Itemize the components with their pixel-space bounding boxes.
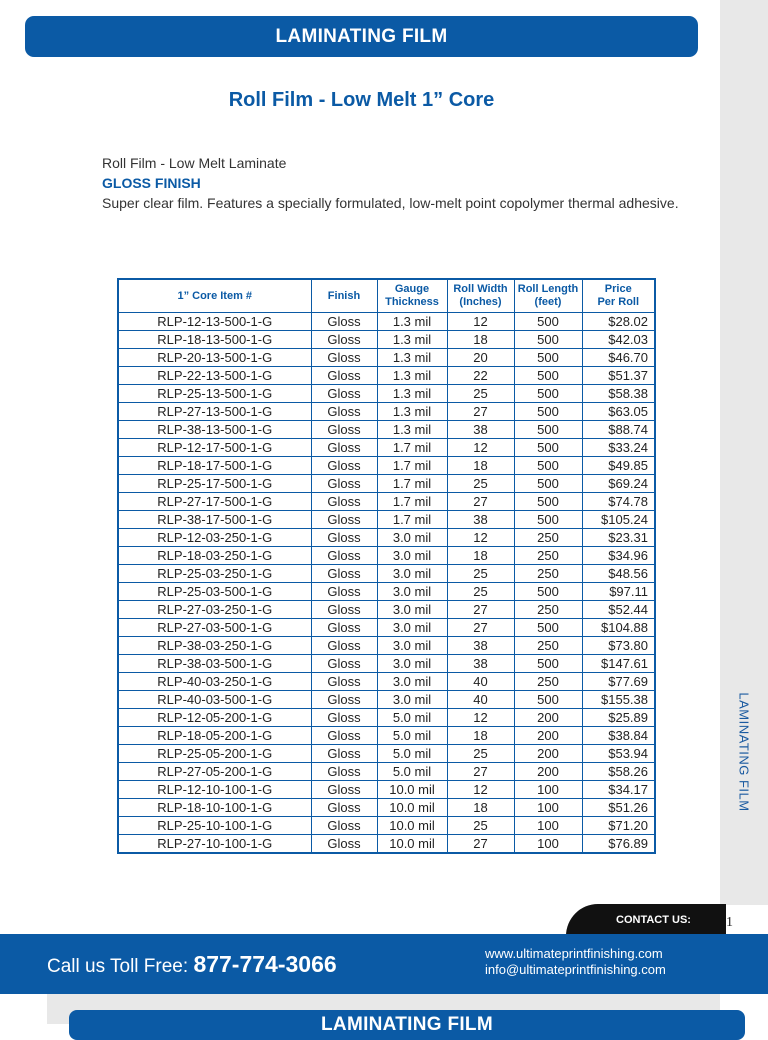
table-cell: Gloss: [311, 385, 377, 403]
table-cell: RLP-25-13-500-1-G: [118, 385, 311, 403]
table-cell: 500: [514, 313, 582, 331]
table-cell: $51.26: [582, 799, 655, 817]
table-cell: Gloss: [311, 673, 377, 691]
table-cell: 3.0 mil: [377, 583, 447, 601]
table-row: [118, 655, 655, 673]
table-cell: RLP-12-03-250-1-G: [118, 529, 311, 547]
table-cell: 27: [447, 619, 514, 637]
contact-us-tab: [566, 904, 726, 936]
table-cell: 500: [514, 457, 582, 475]
table-cell: 3.0 mil: [377, 637, 447, 655]
table-row: [118, 547, 655, 565]
page-number: 1: [726, 915, 733, 930]
table-cell: 18: [447, 331, 514, 349]
table-cell: $51.37: [582, 367, 655, 385]
table-cell: $34.17: [582, 781, 655, 799]
table-cell: RLP-27-03-250-1-G: [118, 601, 311, 619]
table-row: [118, 817, 655, 835]
table-cell: 3.0 mil: [377, 601, 447, 619]
table-cell: 250: [514, 673, 582, 691]
table-cell: $42.03: [582, 331, 655, 349]
table-cell: $58.38: [582, 385, 655, 403]
table-cell: Gloss: [311, 511, 377, 529]
table-cell: RLP-18-13-500-1-G: [118, 331, 311, 349]
table-cell: Gloss: [311, 367, 377, 385]
column-header: Finish: [311, 279, 377, 313]
table-cell: RLP-25-03-250-1-G: [118, 565, 311, 583]
table-row: [118, 637, 655, 655]
table-row: [118, 421, 655, 439]
table-cell: Gloss: [311, 493, 377, 511]
table-cell: Gloss: [311, 691, 377, 709]
table-cell: RLP-25-05-200-1-G: [118, 745, 311, 763]
price-table: [117, 278, 656, 854]
table-cell: 3.0 mil: [377, 691, 447, 709]
table-row: [118, 691, 655, 709]
table-row: [118, 565, 655, 583]
table-cell: 27: [447, 403, 514, 421]
table-cell: RLP-25-10-100-1-G: [118, 817, 311, 835]
table-cell: Gloss: [311, 601, 377, 619]
table-cell: 25: [447, 385, 514, 403]
table-row: [118, 601, 655, 619]
table-cell: 1.3 mil: [377, 313, 447, 331]
table-cell: 500: [514, 493, 582, 511]
table-cell: 200: [514, 763, 582, 781]
table-cell: 12: [447, 529, 514, 547]
product-description: Super clear film. Features a specially formulated, low-melt point copolymer thermal adhesive.: [102, 195, 679, 211]
table-row: [118, 385, 655, 403]
table-cell: RLP-22-13-500-1-G: [118, 367, 311, 385]
table-cell: Gloss: [311, 565, 377, 583]
table-cell: $97.11: [582, 583, 655, 601]
column-header: Roll Length (feet): [514, 279, 582, 313]
table-row: [118, 529, 655, 547]
table-cell: RLP-38-13-500-1-G: [118, 421, 311, 439]
table-cell: 500: [514, 475, 582, 493]
table-cell: 1.3 mil: [377, 331, 447, 349]
table-cell: RLP-12-10-100-1-G: [118, 781, 311, 799]
table-cell: Gloss: [311, 799, 377, 817]
table-cell: 5.0 mil: [377, 763, 447, 781]
table-cell: 1.3 mil: [377, 385, 447, 403]
table-cell: 10.0 mil: [377, 835, 447, 854]
table-row: [118, 439, 655, 457]
column-header: Price Per Roll: [582, 279, 655, 313]
table-cell: $74.78: [582, 493, 655, 511]
table-cell: 12: [447, 709, 514, 727]
table-cell: RLP-18-17-500-1-G: [118, 457, 311, 475]
table-cell: Gloss: [311, 763, 377, 781]
table-cell: 27: [447, 493, 514, 511]
table-cell: 1.3 mil: [377, 349, 447, 367]
side-section-label: LAMINATING FILM: [736, 692, 752, 812]
table-cell: 500: [514, 655, 582, 673]
table-row: [118, 367, 655, 385]
column-header: Roll Width (Inches): [447, 279, 514, 313]
table-cell: 500: [514, 403, 582, 421]
table-cell: 18: [447, 799, 514, 817]
table-cell: 12: [447, 439, 514, 457]
table-cell: 500: [514, 385, 582, 403]
table-cell: 1.7 mil: [377, 457, 447, 475]
footer-bar: [0, 934, 768, 994]
table-cell: Gloss: [311, 835, 377, 854]
table-cell: Gloss: [311, 475, 377, 493]
table-cell: 1.7 mil: [377, 493, 447, 511]
table-cell: 5.0 mil: [377, 727, 447, 745]
table-row: [118, 475, 655, 493]
table-cell: 40: [447, 691, 514, 709]
table-cell: 500: [514, 349, 582, 367]
table-cell: 27: [447, 601, 514, 619]
table-row: [118, 403, 655, 421]
table-cell: Gloss: [311, 727, 377, 745]
table-cell: 250: [514, 601, 582, 619]
table-cell: RLP-20-13-500-1-G: [118, 349, 311, 367]
table-cell: Gloss: [311, 349, 377, 367]
table-cell: Gloss: [311, 781, 377, 799]
table-cell: $155.38: [582, 691, 655, 709]
table-row: [118, 745, 655, 763]
table-cell: $28.02: [582, 313, 655, 331]
table-cell: 12: [447, 781, 514, 799]
product-intro: [102, 153, 712, 213]
table-cell: 20: [447, 349, 514, 367]
table-cell: Gloss: [311, 745, 377, 763]
table-cell: RLP-40-03-250-1-G: [118, 673, 311, 691]
table-cell: 500: [514, 331, 582, 349]
table-cell: 10.0 mil: [377, 781, 447, 799]
table-cell: 1.3 mil: [377, 367, 447, 385]
table-cell: 100: [514, 781, 582, 799]
table-cell: Gloss: [311, 655, 377, 673]
table-cell: 22: [447, 367, 514, 385]
table-cell: 1.7 mil: [377, 439, 447, 457]
table-cell: Gloss: [311, 547, 377, 565]
table-cell: $88.74: [582, 421, 655, 439]
table-row: [118, 583, 655, 601]
website-link[interactable]: www.ultimateprintfinishing.com: [485, 946, 663, 961]
table-cell: 100: [514, 799, 582, 817]
table-cell: RLP-27-03-500-1-G: [118, 619, 311, 637]
table-cell: 500: [514, 619, 582, 637]
table-header-row: [118, 279, 655, 313]
table-cell: 500: [514, 511, 582, 529]
table-cell: RLP-40-03-500-1-G: [118, 691, 311, 709]
table-row: [118, 619, 655, 637]
table-cell: 25: [447, 745, 514, 763]
table-row: [118, 835, 655, 854]
table-cell: 38: [447, 637, 514, 655]
table-cell: 3.0 mil: [377, 547, 447, 565]
table-row: [118, 331, 655, 349]
table-cell: 500: [514, 439, 582, 457]
table-cell: RLP-27-05-200-1-G: [118, 763, 311, 781]
toll-free-label: Call us Toll Free:: [47, 956, 189, 977]
table-cell: 38: [447, 421, 514, 439]
table-cell: 10.0 mil: [377, 799, 447, 817]
table-cell: Gloss: [311, 331, 377, 349]
table-cell: 1.7 mil: [377, 475, 447, 493]
table-cell: Gloss: [311, 457, 377, 475]
table-cell: RLP-12-17-500-1-G: [118, 439, 311, 457]
table-row: [118, 763, 655, 781]
table-cell: $33.24: [582, 439, 655, 457]
table-cell: Gloss: [311, 583, 377, 601]
contact-links: [485, 946, 666, 978]
table-cell: 27: [447, 763, 514, 781]
table-cell: $69.24: [582, 475, 655, 493]
table-cell: Gloss: [311, 313, 377, 331]
contact-us-label: CONTACT US:: [616, 914, 691, 926]
table-cell: 25: [447, 817, 514, 835]
table-row: [118, 313, 655, 331]
table-cell: $63.05: [582, 403, 655, 421]
table-cell: 38: [447, 511, 514, 529]
table-cell: 200: [514, 709, 582, 727]
table-cell: 500: [514, 691, 582, 709]
table-cell: 27: [447, 835, 514, 854]
table-cell: 25: [447, 475, 514, 493]
section-banner: LAMINATING FILM: [25, 16, 698, 57]
table-cell: 200: [514, 745, 582, 763]
table-cell: $53.94: [582, 745, 655, 763]
table-cell: 1.3 mil: [377, 403, 447, 421]
table-cell: 100: [514, 835, 582, 854]
table-cell: $23.31: [582, 529, 655, 547]
table-cell: $25.89: [582, 709, 655, 727]
table-cell: RLP-18-05-200-1-G: [118, 727, 311, 745]
table-cell: 18: [447, 547, 514, 565]
table-cell: 5.0 mil: [377, 709, 447, 727]
table-cell: $105.24: [582, 511, 655, 529]
table-cell: 200: [514, 727, 582, 745]
table-row: [118, 511, 655, 529]
table-cell: RLP-18-10-100-1-G: [118, 799, 311, 817]
table-cell: RLP-12-13-500-1-G: [118, 313, 311, 331]
table-row: [118, 673, 655, 691]
column-header: Gauge Thickness: [377, 279, 447, 313]
table-cell: 3.0 mil: [377, 529, 447, 547]
table-cell: $52.44: [582, 601, 655, 619]
table-cell: $46.70: [582, 349, 655, 367]
table-cell: Gloss: [311, 421, 377, 439]
table-cell: RLP-27-17-500-1-G: [118, 493, 311, 511]
page-title: Roll Film - Low Melt 1” Core: [228, 89, 495, 111]
table-cell: $104.88: [582, 619, 655, 637]
table-row: [118, 349, 655, 367]
table-cell: $48.56: [582, 565, 655, 583]
table-row: [118, 709, 655, 727]
table-cell: $76.89: [582, 835, 655, 854]
table-cell: 25: [447, 583, 514, 601]
table-cell: 3.0 mil: [377, 655, 447, 673]
table-cell: RLP-25-17-500-1-G: [118, 475, 311, 493]
table-cell: $58.26: [582, 763, 655, 781]
table-cell: 1.3 mil: [377, 421, 447, 439]
table-cell: 18: [447, 457, 514, 475]
table-row: [118, 781, 655, 799]
table-cell: RLP-27-13-500-1-G: [118, 403, 311, 421]
table-cell: Gloss: [311, 439, 377, 457]
table-cell: $38.84: [582, 727, 655, 745]
product-subtitle: Roll Film - Low Melt Laminate: [102, 155, 287, 171]
table-cell: 3.0 mil: [377, 673, 447, 691]
table-row: [118, 799, 655, 817]
table-cell: Gloss: [311, 637, 377, 655]
table-cell: $77.69: [582, 673, 655, 691]
table-cell: 38: [447, 655, 514, 673]
table-cell: 1.7 mil: [377, 511, 447, 529]
table-row: [118, 727, 655, 745]
table-cell: Gloss: [311, 529, 377, 547]
table-cell: RLP-38-03-500-1-G: [118, 655, 311, 673]
table-cell: 3.0 mil: [377, 565, 447, 583]
table-cell: $73.80: [582, 637, 655, 655]
next-page-banner: LAMINATING FILM: [69, 1010, 745, 1040]
table-cell: 10.0 mil: [377, 817, 447, 835]
table-cell: 250: [514, 547, 582, 565]
table-cell: 250: [514, 565, 582, 583]
table-cell: 500: [514, 367, 582, 385]
table-cell: 12: [447, 313, 514, 331]
toll-free: [47, 951, 337, 978]
table-cell: Gloss: [311, 709, 377, 727]
table-cell: 5.0 mil: [377, 745, 447, 763]
table-cell: RLP-12-05-200-1-G: [118, 709, 311, 727]
column-header: 1” Core Item #: [118, 279, 311, 313]
table-cell: RLP-25-03-500-1-G: [118, 583, 311, 601]
table-cell: RLP-18-03-250-1-G: [118, 547, 311, 565]
table-cell: $34.96: [582, 547, 655, 565]
table-cell: 25: [447, 565, 514, 583]
table-cell: $147.61: [582, 655, 655, 673]
table-cell: 40: [447, 673, 514, 691]
table-cell: $49.85: [582, 457, 655, 475]
table-cell: RLP-38-03-250-1-G: [118, 637, 311, 655]
table-cell: RLP-27-10-100-1-G: [118, 835, 311, 854]
table-cell: 500: [514, 421, 582, 439]
table-row: [118, 457, 655, 475]
table-cell: $71.20: [582, 817, 655, 835]
table-row: [118, 493, 655, 511]
phone-number[interactable]: 877-774-3066: [193, 951, 337, 977]
table-cell: RLP-38-17-500-1-G: [118, 511, 311, 529]
table-cell: 18: [447, 727, 514, 745]
table-cell: 250: [514, 529, 582, 547]
table-cell: 500: [514, 583, 582, 601]
email-link[interactable]: info@ultimateprintfinishing.com: [485, 962, 666, 977]
table-cell: Gloss: [311, 817, 377, 835]
table-cell: Gloss: [311, 403, 377, 421]
table-cell: 3.0 mil: [377, 619, 447, 637]
table-cell: 250: [514, 637, 582, 655]
table-cell: Gloss: [311, 619, 377, 637]
table-cell: 100: [514, 817, 582, 835]
finish-heading: GLOSS FINISH: [102, 175, 201, 191]
